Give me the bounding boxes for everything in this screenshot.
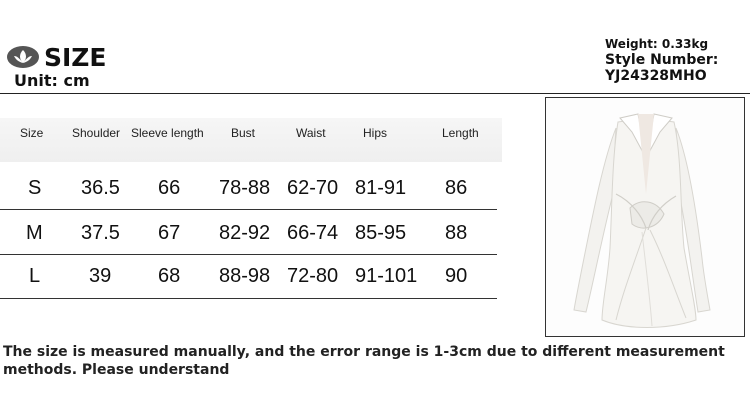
shoulder-cell: 36.5	[81, 177, 120, 199]
bust-cell: 88-98	[219, 265, 271, 287]
size-cell: S	[28, 177, 42, 199]
table-row	[0, 211, 497, 255]
hips-cell: 81-91	[355, 177, 407, 199]
unit-label: Unit: cm	[14, 71, 90, 90]
header-divider	[0, 93, 750, 94]
header-sleeve-length: Sleeve length	[131, 126, 204, 140]
white-dress-image	[546, 98, 744, 336]
waist-cell: 72-80	[287, 265, 339, 287]
product-photo-frame	[545, 97, 745, 337]
table-header-band	[0, 118, 502, 162]
brand-header	[6, 42, 107, 72]
lotus-logo-icon	[6, 45, 40, 69]
sleeve-cell: 66	[158, 177, 181, 199]
table-row	[0, 166, 497, 210]
header-hips: Hips	[363, 126, 388, 140]
measurement-note: The size is measured manually, and the error range is 1-3cm due to different measurement methods. Please understand	[3, 344, 725, 378]
header-shoulder: Shoulder	[72, 126, 121, 140]
size-cell: L	[29, 265, 41, 287]
page-title: SIZE	[44, 42, 107, 72]
length-cell: 90	[445, 265, 468, 287]
weight-label: Weight: 0.33kg	[605, 37, 709, 51]
style-number-label: Style Number:	[605, 52, 719, 68]
shoulder-cell: 39	[89, 265, 112, 287]
hips-cell: 85-95	[355, 222, 407, 244]
shoulder-cell: 37.5	[81, 222, 120, 244]
waist-cell: 62-70	[287, 177, 339, 199]
size-cell: M	[26, 222, 43, 244]
length-cell: 88	[445, 222, 468, 244]
header-waist: Waist	[296, 126, 326, 140]
header-bust: Bust	[231, 126, 256, 140]
sleeve-cell: 68	[158, 265, 181, 287]
table-row	[0, 254, 497, 298]
header-length: Length	[442, 126, 479, 140]
row-divider	[0, 209, 497, 210]
row-divider	[0, 298, 497, 299]
bust-cell: 78-88	[219, 177, 271, 199]
sleeve-cell: 67	[158, 222, 181, 244]
bust-cell: 82-92	[219, 222, 271, 244]
hips-cell: 91-101	[355, 265, 418, 287]
waist-cell: 66-74	[287, 222, 339, 244]
product-meta	[605, 37, 718, 85]
length-cell: 86	[445, 177, 468, 199]
style-number-value: YJ24328MHO	[605, 68, 707, 84]
header-size: Size	[20, 126, 44, 140]
